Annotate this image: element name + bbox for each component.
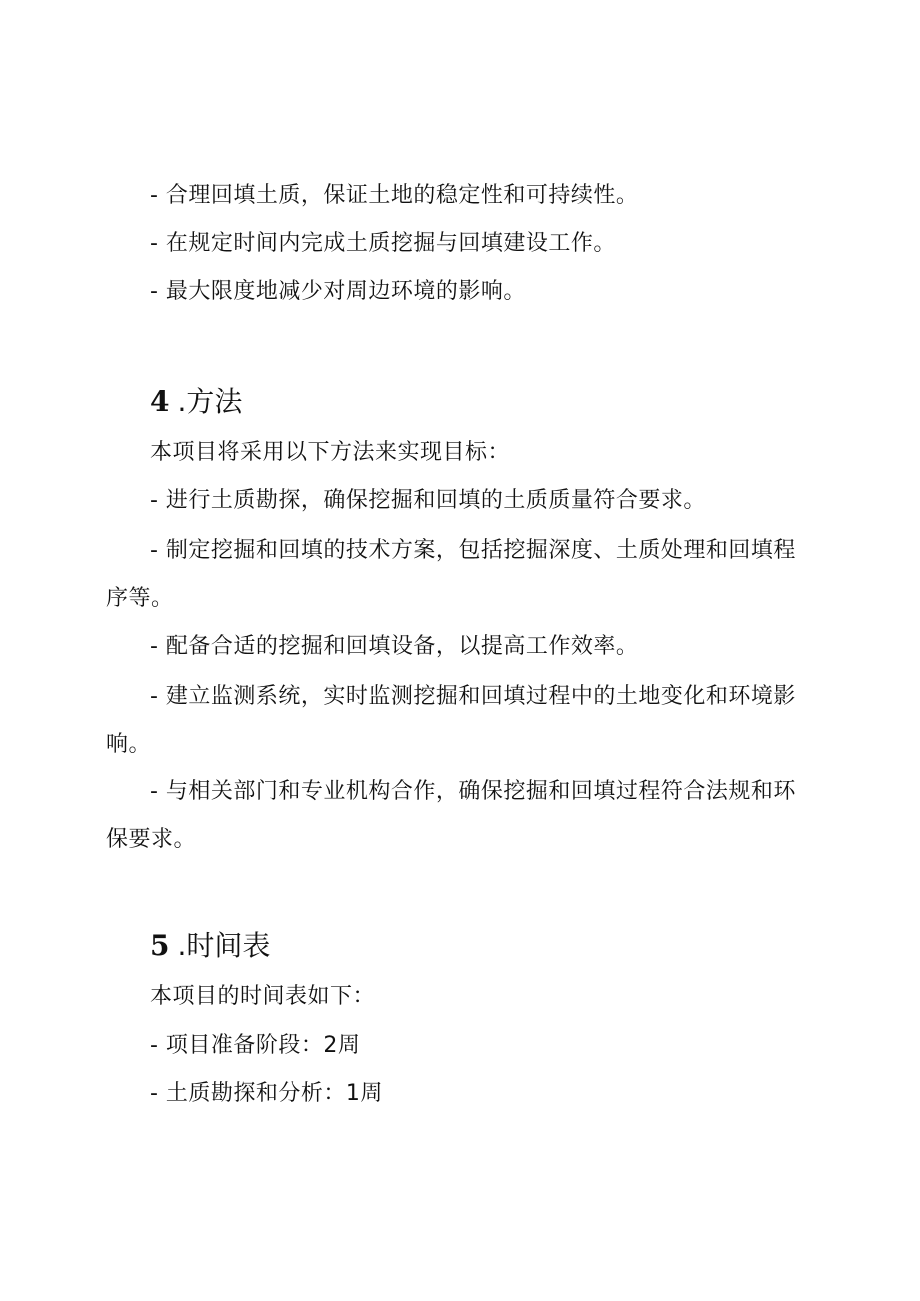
section-number: 4 bbox=[150, 385, 170, 418]
goal-item-environment: - 最大限度地减少对周边环境的影响。 bbox=[150, 279, 526, 304]
section-heading-schedule bbox=[150, 928, 270, 964]
method-item-cooperation: - 与相关部门和专业机构合作，确保挖掘和回填过程符合法规和环保要求。 bbox=[106, 779, 796, 852]
section-title: .方法 bbox=[177, 385, 243, 418]
method-item-plan: - 制定挖掘和回填的技术方案，包括挖掘深度、土质处理和回填程序等。 bbox=[106, 538, 796, 611]
schedule-intro: 本项目的时间表如下： bbox=[150, 984, 376, 1009]
method-item-equipment: - 配备合适的挖掘和回填设备，以提高工作效率。 bbox=[150, 634, 639, 659]
methods-intro: 本项目将采用以下方法来实现目标： bbox=[150, 440, 511, 465]
section-heading-methods bbox=[150, 384, 242, 420]
schedule-item-preparation: - 项目准备阶段：2周 bbox=[150, 1033, 361, 1058]
method-item-survey: - 进行土质勘探，确保挖掘和回填的土质质量符合要求。 bbox=[150, 488, 706, 513]
section-number: 5 bbox=[150, 929, 170, 962]
method-item-monitoring: - 建立监测系统，实时监测挖掘和回填过程中的土地变化和环境影响。 bbox=[106, 684, 796, 757]
goal-item-backfill: - 合理回填土质，保证土地的稳定性和可持续性。 bbox=[150, 183, 639, 208]
section-title: .时间表 bbox=[177, 929, 271, 962]
goal-item-schedule: - 在规定时间内完成土质挖掘与回填建设工作。 bbox=[150, 231, 616, 256]
schedule-item-survey: - 土质勘探和分析：1周 bbox=[150, 1081, 383, 1106]
